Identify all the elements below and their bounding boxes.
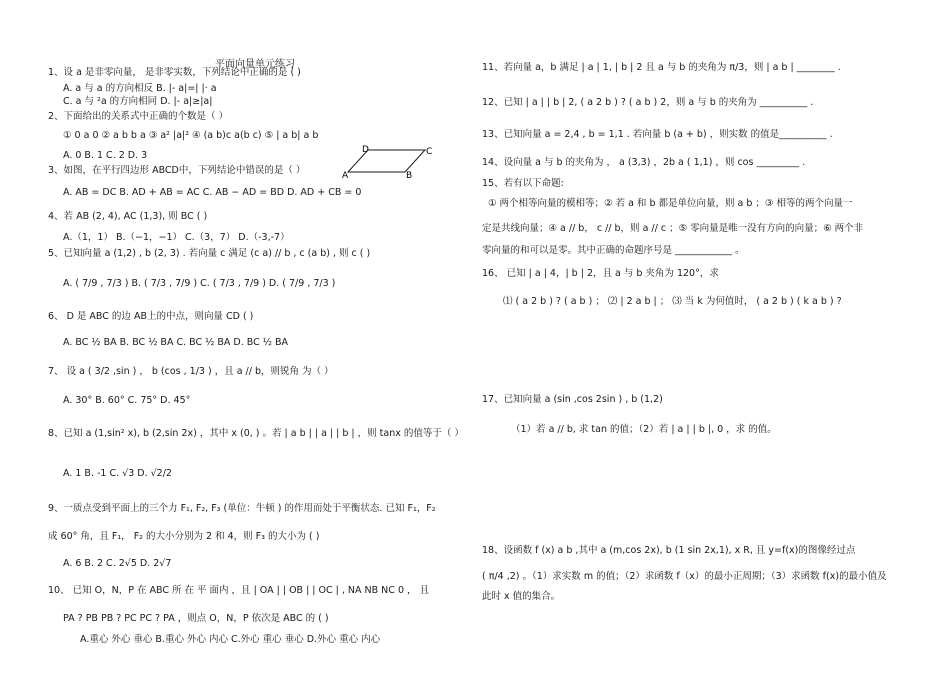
vertex-label-b: B [406,171,413,181]
q15-line-3: 零向量的和可以是零。其中正确的命题序号是 ____________ 。 [482,245,745,256]
q2-stem: 2、下面给出的关系式中正确的个数是（ ） [48,111,229,122]
q11-stem: 11、若向量 a，b 满足 | a | 1, | b | 2 且 a 与 b 的夹角为 π/3，则 | a b | ________ . [482,62,841,73]
vertex-label-a: A [342,171,349,181]
q6-options: A. BC ½ BA B. BC ½ BA C. BC ½ BA D. BC ½ BA [63,337,289,348]
parallelogram-figure [340,143,440,181]
q2-options: A. 0 B. 1 C. 2 D. 3 [63,150,148,161]
q12-stem: 12、已知 | a | | b | 2, ( a 2 b ) ? ( a b ) 2，则 a 与 b 的夹角为 __________ . [482,97,814,108]
q18-stem-1: 18、设函数 f (x) a b ,其中 a (m,cos 2x), b (1 sin 2x,1), x R, 且 y=f(x)的图像经过点 [482,545,856,556]
q10-stem-2: PA ? PB PB ? PC PC ? PA ，则点 O，N，P 依次是 ABC 的 ( ) [63,613,329,624]
q16-stem: 16、 已知 | a | 4，| b | 2，且 a 与 b 夹角为 120°，求 [482,268,719,279]
q17-parts: （1）若 a // b, 求 tan 的值；（2）若 | a | | b |, 0 ，求 的值。 [511,424,777,435]
q16-parts: ⑴ ( a 2 b ) ? ( a b ) ； ⑵ | 2 a b | ； ⑶ 当 k 为何值时， ( a 2 b ) ( k a b ) ? [503,296,842,307]
q17-stem: 17、已知向量 a (sin ,cos 2sin ) , b (1,2) [482,394,663,405]
q6-stem: 6、 D 是 ABC 的边 AB上的中点，则向量 CD ( ) [48,311,254,322]
q4-options: A.（1，1） B.（−1，−1） C.（3，7） D.（-3,-7） [63,232,290,243]
q9-stem-2: 成 60° 角，且 F₁， F₂ 的大小分别为 2 和 4，则 F₃ 的大小为 ( ) [48,531,320,542]
q15-stem: 15、若有以下命题: [482,178,564,189]
q14-stem: 14、设向量 a 与 b 的夹角为 ， a (3,3) ，2b a ( 1,1) ，则 cos _________ . [482,157,806,168]
q7-options: A. 30° B. 60° C. 75° D. 45° [63,395,191,406]
q2-statements: ① 0 a 0 ② a b b a ③ a² |a|² ④ (a b)c a(b c) ⑤ | a b| a b [63,130,319,141]
q10-options: A.重心 外心 垂心 B.重心 外心 内心 C.外心 重心 垂心 D.外心 重心 内心 [80,634,381,645]
q15-line-1: ① 两个相等向量的模相等；② 若 a 和 b 都是单位向量，则 a b ；③ 相等的两个向量一 [488,198,853,209]
q3-options: A. AB = DC B. AD + AB = AC C. AB − AD = BD D. AD + CB = 0 [63,187,362,198]
worksheet-title: 平面向量单元练习 [215,59,295,70]
q1-options-cd: C. a 与 ²a 的方向相同 D. |- a|≥|a| [63,96,213,107]
q3-stem: 3、如图，在平行四边形 ABCD中，下列结论中错误的是（ ） [48,165,306,176]
q13-stem: 13、已知向量 a = 2,4 , b = 1,1 . 若向量 b (a + b) ，则实数 的值是__________ . [482,129,833,140]
q5-options: A. ( 7/9 , 7/3 ) B. ( 7/3 , 7/9 ) C. ( 7/3 , 7/9 ) D. ( 7/9 , 7/3 ) [63,278,336,289]
vertex-label-c: C [426,147,433,157]
q9-options: A. 6 B. 2 C. 2√5 D. 2√7 [63,558,172,569]
q1-stem: 1、设 a 是非零向量， 是非零实数，下列结论中正确的是 ( ) [48,67,301,78]
q9-stem-1: 9、一质点受到平面上的三个力 F₁, F₂, F₃ (单位：牛顿 ) 的作用而处于平衡状态. 已知 F₁，F₂ [48,503,436,514]
q15-line-2: 定是共线向量；④ a // b， c // b，则 a // c ；⑤ 零向量是唯一没有方向的向量；⑥ 两个非 [482,223,864,234]
q5-stem: 5、已知向量 a (1,2) , b (2, 3) . 若向量 c 满足 (c a) // b , c (a b) , 则 c ( ) [48,248,371,259]
vertex-label-d: D [362,145,369,155]
q7-stem: 7、 设 a ( 3/2 ,sin ) ， b (cos , 1/3 ) ，且 a // b，则锐角 为（ ） [48,366,334,377]
q18-stem-2: ( π/4 ,2) 。（1）求实数 m 的值；（2）求函数 f（x）的最小正周期；（3）求函数 f(x)的最小值及 [482,571,887,582]
q8-options: A. 1 B. -1 C. √3 D. √2/2 [63,468,172,479]
q18-stem-3: 此时 x 值的集合。 [482,591,561,602]
q4-stem: 4、若 AB (2, 4), AC (1,3), 则 BC ( ) [48,211,208,222]
q8-stem: 8、已知 a (1,sin² x), b (2,sin 2x) ，其中 x (0, ) 。若 | a b | | a | | b | ，则 tanx 的值等于（ ） [48,428,464,439]
q1-options-ab: A. a 与 a 的方向相反 B. |- a|=| |· a [63,83,217,94]
q10-stem-1: 10、 已知 O，N，P 在 ABC 所 在 平 面内 ，且 | OA | | OB | | OC | , NA NB NC 0 ， 且 [48,585,430,596]
